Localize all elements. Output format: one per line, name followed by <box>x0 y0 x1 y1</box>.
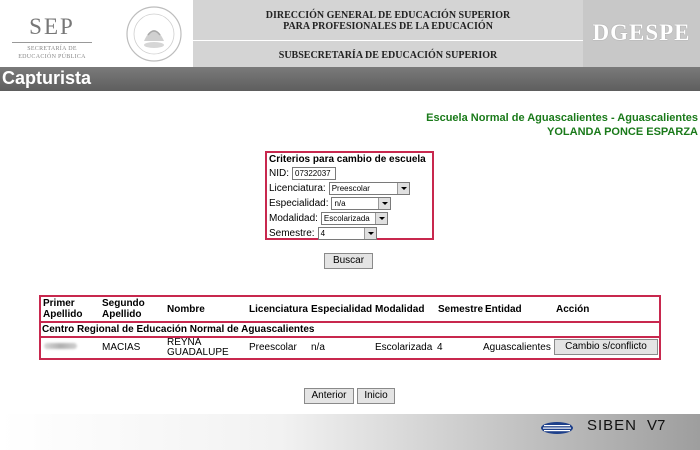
cell-entidad: Aguascalientes <box>483 342 551 353</box>
sep-logo-rule <box>12 42 92 43</box>
change-no-conflict-button[interactable]: Cambio s/conflicto <box>554 339 658 355</box>
direction-line2: PARA PROFESIONALES DE LA EDUCACIÓN <box>283 21 493 32</box>
col-licenciatura: Licenciatura <box>249 304 308 315</box>
col-segundo-apellido-line1: Segundo <box>102 298 145 309</box>
col-modalidad: Modalidad <box>375 304 425 315</box>
cell-segundo-apellido: MACIAS <box>102 342 141 353</box>
cell-especialidad: n/a <box>311 342 325 353</box>
licenciatura-label: Licenciatura: <box>269 183 326 194</box>
licenciatura-value: Preescolar <box>331 184 370 193</box>
col-nombre: Nombre <box>167 304 205 315</box>
criteria-title: Criterios para cambio de escuela <box>269 154 426 165</box>
sep-logo: SEP <box>29 14 75 39</box>
school-name: Escuela Normal de Aguascalientes - Aguascalientes <box>426 112 698 124</box>
nid-input[interactable]: 07322037 <box>292 167 336 180</box>
title-bar <box>0 67 700 91</box>
search-button[interactable]: Buscar <box>324 253 373 269</box>
sep-logo-block <box>0 0 192 67</box>
semestre-row <box>269 226 430 241</box>
col-segundo-apellido-line2: Apellido <box>102 309 142 320</box>
semestre-value: 4 <box>320 229 326 238</box>
especialidad-value: n/a <box>334 199 346 208</box>
modalidad-label: Modalidad: <box>269 213 318 224</box>
especialidad-row <box>269 196 430 211</box>
institution-bar <box>193 0 583 67</box>
sep-subtitle-line2: EDUCACIÓN PÚBLICA <box>18 54 86 60</box>
group-name: Centro Regional de Educación Normal de Aguascalientes <box>42 324 315 335</box>
results-table <box>39 295 661 360</box>
previous-button[interactable]: Anterior <box>304 388 354 404</box>
dgespe-logo: DGESPE <box>583 0 700 67</box>
modalidad-row <box>269 211 430 226</box>
direction-title <box>193 10 583 32</box>
redacted-primer-apellido <box>44 343 77 349</box>
nid-label: NID: <box>269 168 289 179</box>
system-version: V7 <box>647 417 666 434</box>
cell-nombre <box>167 338 229 358</box>
chevron-down-icon[interactable] <box>378 198 390 209</box>
cell-modalidad: Escolarizada <box>375 342 433 353</box>
col-especialidad: Especialidad <box>311 304 373 315</box>
cell-nombre-line1: REYNA <box>167 337 202 348</box>
col-primer-apellido-line1: Primer <box>43 298 75 309</box>
sep-subtitle-line1: SECRETARÍA DE <box>27 46 77 52</box>
sep-logo-subtitle <box>8 45 96 61</box>
col-primer-apellido <box>43 298 82 320</box>
col-primer-apellido-line2: Apellido <box>43 309 83 320</box>
nid-row <box>269 166 430 181</box>
col-entidad: Entidad <box>485 304 522 315</box>
siben-logo-icon <box>540 421 574 435</box>
footer <box>0 414 700 450</box>
page-title: Capturista <box>2 68 92 88</box>
cell-licenciatura: Preescolar <box>249 342 297 353</box>
table-row <box>41 338 659 358</box>
national-seal-icon <box>124 5 184 63</box>
semestre-label: Semestre: <box>269 228 315 239</box>
direction-line1: DIRECCIÓN GENERAL DE EDUCACIÓN SUPERIOR <box>265 10 511 21</box>
table-header <box>41 297 659 323</box>
home-button[interactable]: Inicio <box>357 388 395 404</box>
licenciatura-row <box>269 181 430 196</box>
system-name: SIBEN <box>587 417 638 434</box>
header-banner <box>0 0 700 67</box>
chevron-down-icon[interactable] <box>375 213 387 224</box>
semestre-select[interactable] <box>318 227 377 240</box>
chevron-down-icon[interactable] <box>364 228 376 239</box>
banner-divider <box>193 40 583 41</box>
licenciatura-select[interactable] <box>329 182 410 195</box>
especialidad-select[interactable] <box>331 197 391 210</box>
chevron-down-icon[interactable] <box>397 183 409 194</box>
school-info <box>426 111 698 139</box>
modalidad-value: Escolarizada <box>323 214 370 223</box>
especialidad-label: Especialidad: <box>269 198 329 209</box>
col-semestre: Semestre <box>438 304 484 315</box>
user-name: YOLANDA PONCE ESPARZA <box>547 126 698 138</box>
cell-nombre-line2: GUADALUPE <box>167 347 229 358</box>
col-accion: Acción <box>556 304 590 315</box>
col-segundo-apellido <box>102 298 145 320</box>
modalidad-select[interactable] <box>321 212 388 225</box>
cell-semestre: 4 <box>437 342 443 353</box>
subsecretaria-title: SUBSECRETARÍA DE EDUCACIÓN SUPERIOR <box>278 50 498 61</box>
criteria-form <box>265 151 434 240</box>
